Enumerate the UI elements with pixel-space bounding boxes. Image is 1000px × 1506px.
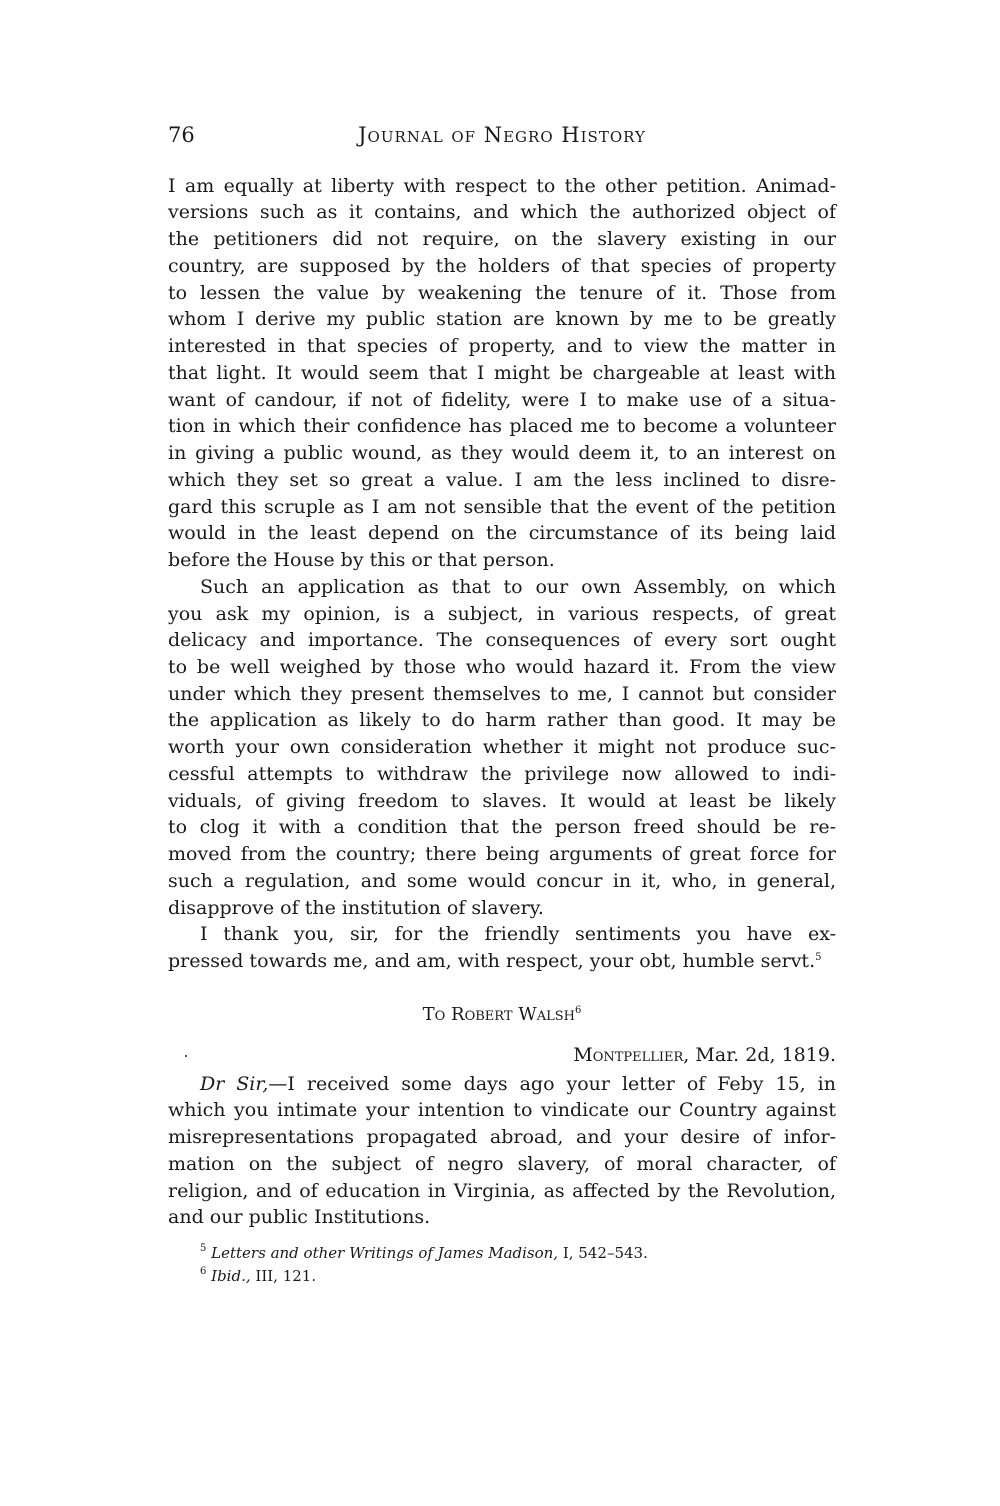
letter-dateline	[524, 1042, 836, 1069]
body-line: disapprove of the institution of slavery.	[168, 897, 544, 919]
body-line: to be well weighed by those who would hazard it. From the view	[168, 656, 836, 678]
body-line: to lessen the value by weakening the tenure of it. Those from	[168, 282, 836, 304]
letter-line-text: —I received some days ago your letter of Feby 15, in	[268, 1073, 836, 1095]
page-number: 76	[168, 123, 195, 147]
letter-line: which you intimate your intention to vindicate our Country against	[168, 1099, 836, 1121]
footnote-source: Letters and other Writings of James Madison,	[211, 1244, 559, 1262]
letter-first-line	[200, 1071, 836, 1098]
footnote-detail: III, 121.	[250, 1267, 317, 1285]
footnote-detail: I, 542–543.	[558, 1244, 648, 1262]
footnote-6	[200, 1265, 836, 1287]
body-line: cessful attempts to withdraw the privilege now allowed to indi-	[168, 763, 836, 785]
body-line: worth your own consideration whether it might not produce suc-	[168, 736, 836, 758]
footnote-ref-6: 6	[574, 1005, 582, 1016]
letter-line: and our public Institutions.	[168, 1206, 431, 1228]
body-line: versions such as it contains, and which the authorized object of	[168, 201, 836, 223]
body-line: Such an application as that to our own Assembly, on which	[200, 576, 836, 598]
body-line: the application as likely to do harm rather than good. It may be	[168, 709, 836, 731]
footnote-ref-5: 5	[815, 952, 822, 963]
body-line-with-footnote	[168, 948, 836, 975]
footnote-mark: 5	[200, 1243, 207, 1254]
footnote-5	[200, 1242, 836, 1264]
body-line: which they set so great a value. I am the less inclined to disre-	[168, 469, 836, 491]
stray-print-mark	[185, 1055, 187, 1057]
body-line: interested in that species of property, and to view the matter in	[168, 335, 836, 357]
letter-heading	[168, 1001, 836, 1028]
body-line: the petitioners did not require, on the slavery existing in our	[168, 228, 836, 250]
body-line: in giving a public wound, as they would deem it, to an interest on	[168, 442, 836, 464]
letter-line: misrepresentations propagated abroad, and your desire of infor-	[168, 1126, 836, 1148]
body-line: before the House by this or that person.	[168, 549, 555, 571]
body-line: moved from the country; there being arguments of great force for	[168, 843, 836, 865]
body-line: such a regulation, and some would concur in it, who, in general,	[168, 870, 836, 892]
body-line: under which they present themselves to me, I cannot but consider	[168, 683, 836, 705]
body-line: whom I derive my public station are known by me to be greatly	[168, 308, 836, 330]
body-line: I am equally at liberty with respect to the other petition. Animad-	[168, 175, 836, 197]
journal-title: Journal of Negro History	[358, 123, 646, 147]
body-line: would in the least depend on the circumstance of its being laid	[168, 522, 836, 544]
body-line: to clog it with a condition that the person freed should be re-	[168, 816, 836, 838]
body-line: tion in which their confidence has placed me to become a volunteer	[168, 415, 836, 437]
body-line: you ask my opinion, is a subject, in various respects, of great	[168, 603, 836, 625]
body-line: gard this scruple as I am not sensible that the event of the petition	[168, 496, 836, 518]
letter-place: Montpellier,	[573, 1044, 690, 1066]
salutation: Dr Sir,	[200, 1073, 269, 1095]
body-line: I thank you, sir, for the friendly sentiments you have ex-	[200, 923, 836, 945]
body-line: that light. It would seem that I might be chargeable at least with	[168, 362, 836, 384]
letter-recipient: To Robert Walsh	[422, 1004, 575, 1025]
footnote-mark: 6	[200, 1266, 207, 1277]
body-line: delicacy and importance. The consequences of every sort ought	[168, 629, 836, 651]
letter-line: religion, and of education in Virginia, as affected by the Revolution,	[168, 1180, 836, 1202]
letter-line: mation on the subject of negro slavery, of moral character, of	[168, 1153, 836, 1175]
body-line: country, are supposed by the holders of that species of property	[168, 255, 836, 277]
body-line: viduals, of giving freedom to slaves. It would at least be likely	[168, 790, 836, 812]
body-line: want of candour, if not of fidelity, were I to make use of a situa-	[168, 389, 836, 411]
running-head	[168, 118, 836, 152]
letter-date: Mar. 2d, 1819.	[695, 1044, 836, 1066]
body-line-text: pressed towards me, and am, with respect, your obt, humble servt.	[168, 950, 816, 972]
footnote-source: Ibid.,	[211, 1267, 251, 1285]
